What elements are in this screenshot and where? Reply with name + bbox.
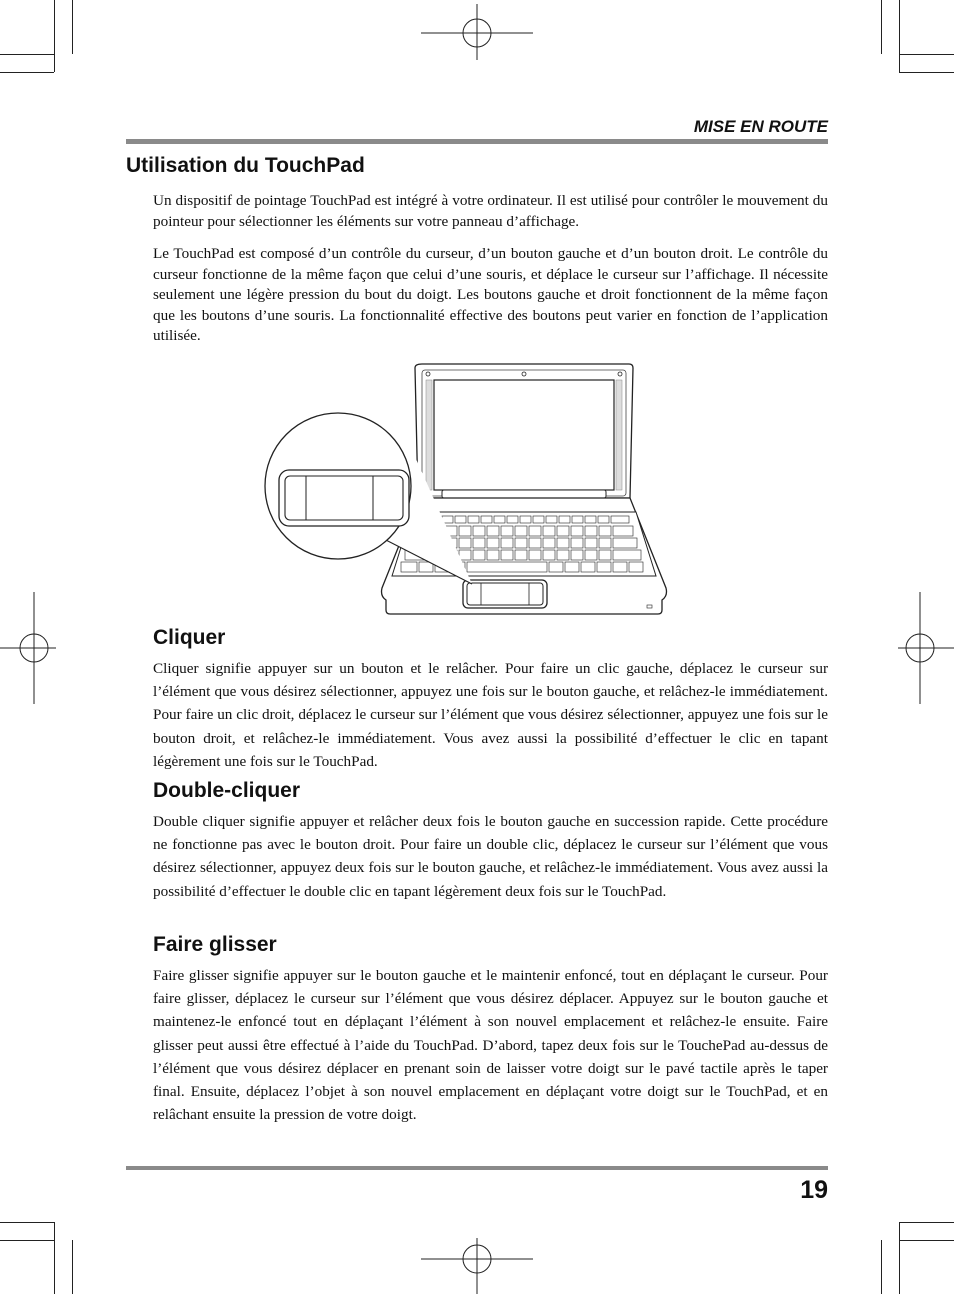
registration-mark-left: [0, 592, 56, 704]
subsection-body-faire-glisser: Faire glisser signifie appuyer sur le bouton gauche et le maintenir enfoncé, tout en déplaçant le curseur. Pour faire glisser, déplacez le curseur sur l’élément que vous désirez déplacer. Appuyez sur le bouton gauche et maintenez-le enfoncé tout en déplaçant l’élément à son nouvel emplacement et relâchez-le ensuite. Faire glisser peut aussi être effectué à l’aide du TouchPad. D’abord, tapez deux fois sur le TouchePad au-dessus de l’élément que vous désirez déplacer en prenant soin de laisser votre doigt sur le pavé tactile après le taper final. Ensuite, déplacez l’objet à son nouvel emplacement en déplaçant votre doigt sur le TouchPad, et en relâchant ensuite la pression de votre doigt.: [153, 967, 828, 1124]
section-title: Utilisation du TouchPad: [126, 154, 365, 177]
description-paragraph: Le TouchPad est composé d’un contrôle du curseur, d’un bouton gauche et d’un bouton droit. Le contrôle du curseur fonctionne de la même façon que celui d’une souris, et déplace le curseur sur l’affichage. Il nécessite seulement une légère pression du bout du doigt. Les boutons gauche et droit fonctionnent de la même façon que les boutons d’une souris. La fonctionnalité effective des boutons peut varier en fonction de l’application utilisée.: [153, 245, 828, 345]
subsection-title-cliquer: Cliquer: [153, 626, 226, 649]
page-number: 19: [800, 1176, 828, 1204]
registration-mark-bottom: [421, 1238, 533, 1294]
registration-mark-right: [898, 592, 954, 704]
intro-paragraph: Un dispositif de pointage TouchPad est intégré à votre ordinateur. Il est utilisé pour contrôler le mouvement du pointeur pour sélectionner les éléments sur votre panneau d’affichage.: [153, 192, 828, 230]
footer-rule: [126, 1166, 828, 1170]
subsection-body-cliquer: Cliquer signifie appuyer sur un bouton et le relâcher. Pour faire un clic gauche, déplacez le curseur sur l’élément que vous désirez sélectionner, appuyez une fois sur le bouton gauche, et relâchez-le immédiatement. Pour faire un clic droit, déplacez le curseur sur l’élément que vous désirez sélectionner, appuyez une fois sur le bouton droit, et relâchez-le immédiatement. Vous avez aussi la possibilité d’effectuer le clic en tapant légèrement une fois sur le TouchPad.: [153, 660, 828, 770]
header-rule: [126, 139, 828, 144]
registration-mark-top: [421, 4, 533, 60]
subsection-title-faire-glisser: Faire glisser: [153, 933, 277, 956]
running-header: MISE EN ROUTE: [693, 117, 828, 136]
subsection-body-double-cliquer: Double cliquer signifie appuyer et relâcher deux fois le bouton gauche en succession rapide. Cette procédure ne fonctionne pas avec le bouton droit. Pour faire un double clic, déplacez le curseur sur l’élément que vous désirez sélectionner, appuyez deux fois sur le bouton gauche, et relâchez-le immédiatement. Vous avez aussi la possibilité d’effectuer le double clic en tapant légèrement deux fois sur le TouchPad.: [153, 813, 828, 900]
laptop-touchpad-illustration: [262, 360, 672, 618]
subsection-title-double-cliquer: Double-cliquer: [153, 779, 301, 802]
